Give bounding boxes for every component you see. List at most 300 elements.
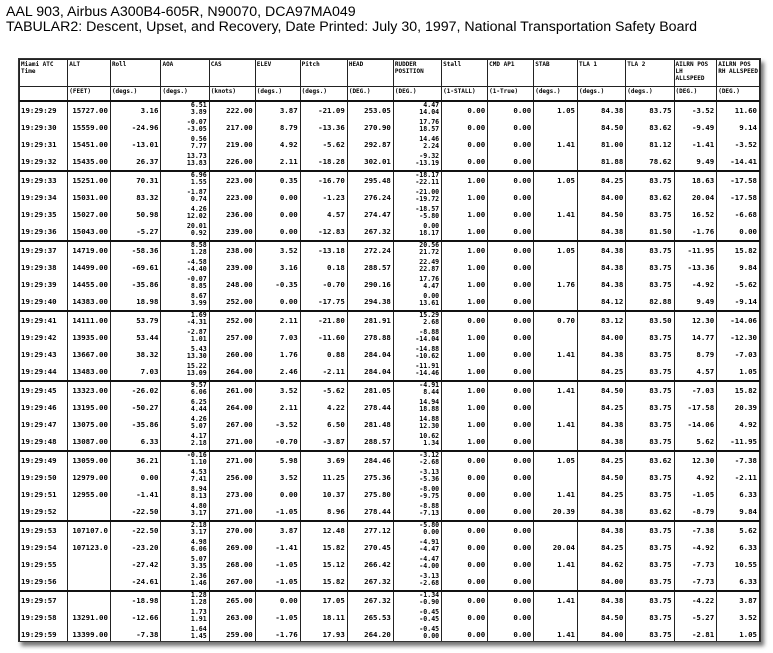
cell-stall: 1.00 — [442, 363, 488, 381]
cell-time: 19:29:39 — [20, 276, 68, 293]
cell-head: 266.42 — [347, 556, 393, 573]
cell-ailRH: -11.95 — [717, 433, 760, 451]
cell-pitch: 11.25 — [300, 469, 347, 486]
cell-rudder: 10.62 1.34 — [393, 433, 441, 451]
cell-pitch: 8.96 — [300, 503, 347, 521]
cell-stab: 1.41 — [534, 136, 578, 153]
table-row — [20, 206, 760, 223]
cell-alt: 14111.00 — [68, 311, 111, 329]
cell-cas: 267.00 — [209, 573, 255, 591]
cell-aoa: 4.80 3.17 — [161, 503, 209, 521]
cell-cas: 223.00 — [209, 189, 255, 206]
column-name-row — [20, 60, 760, 87]
cell-time: 19:29:55 — [20, 556, 68, 573]
cell-ap1: 0.00 — [488, 591, 534, 609]
cell-cas: 222.00 — [209, 101, 255, 119]
cell-tla2: 78.62 — [626, 153, 674, 171]
cell-head: 281.91 — [347, 311, 393, 329]
cell-time: 19:29:35 — [20, 206, 68, 223]
cell-tla2: 83.75 — [626, 101, 674, 119]
cell-ap1: 0.00 — [488, 363, 534, 381]
cell-roll: 26.37 — [110, 153, 161, 171]
cell-aoa: 2.18 3.17 — [161, 521, 209, 539]
cell-cas: 268.00 — [209, 556, 255, 573]
cell-rudder: 0.00 13.61 — [393, 293, 441, 311]
document-subtitle: TABULAR2: Descent, Upset, and Recovery, Date Printed: July 30, 1997, National Transportation Safety Board — [6, 19, 698, 35]
cell-roll: -23.20 — [110, 539, 161, 556]
cell-ailLH: -9.49 — [674, 119, 717, 136]
cell-rudder: 20.56 21.72 — [393, 241, 441, 259]
cell-head: 288.57 — [347, 259, 393, 276]
cell-ap1: 0.00 — [488, 311, 534, 329]
cell-tla1: 84.38 — [577, 433, 625, 451]
cell-roll: 6.33 — [110, 433, 161, 451]
cell-time: 19:29:30 — [20, 119, 68, 136]
cell-alt — [68, 591, 111, 609]
cell-rudder: -1.34 -0.90 — [393, 591, 441, 609]
cell-roll: -1.41 — [110, 486, 161, 503]
cell-alt: 13059.00 — [68, 451, 111, 469]
cell-head: 275.36 — [347, 469, 393, 486]
cell-ap1: 0.00 — [488, 521, 534, 539]
cell-ailLH: -7.73 — [674, 556, 717, 573]
cell-aoa: -0.07 8.85 — [161, 276, 209, 293]
cell-cas: 226.00 — [209, 153, 255, 171]
cell-tla1: 84.38 — [577, 223, 625, 241]
cell-pitch: -3.87 — [300, 433, 347, 451]
cell-alt: 14383.00 — [68, 293, 111, 311]
cell-aoa: 1.28 1.28 — [161, 591, 209, 609]
cell-elev: 4.92 — [255, 136, 300, 153]
column-unit: (DEG.) — [347, 87, 393, 102]
cell-rudder: 14.94 18.88 — [393, 399, 441, 416]
cell-alt: 12955.00 — [68, 486, 111, 503]
cell-ailLH: -1.41 — [674, 136, 717, 153]
cell-head: 276.24 — [347, 189, 393, 206]
cell-elev: 0.00 — [255, 293, 300, 311]
cell-tla2: 83.75 — [626, 626, 674, 642]
cell-tla1: 84.00 — [577, 573, 625, 591]
cell-ap1: 0.00 — [488, 556, 534, 573]
cell-alt: 15451.00 — [68, 136, 111, 153]
cell-rudder: -3.12 -2.68 — [393, 451, 441, 469]
table-row — [20, 241, 760, 259]
cell-pitch: 15.12 — [300, 556, 347, 573]
cell-head: 253.05 — [347, 101, 393, 119]
cell-cas: 259.00 — [209, 626, 255, 642]
cell-aoa: 8.58 1.28 — [161, 241, 209, 259]
cell-ailLH: 20.04 — [674, 189, 717, 206]
cell-stab: 1.05 — [534, 451, 578, 469]
cell-ap1: 0.00 — [488, 206, 534, 223]
cell-stall: 1.00 — [442, 381, 488, 399]
cell-head: 288.57 — [347, 433, 393, 451]
cell-stall: 0.00 — [442, 573, 488, 591]
cell-tla1: 84.25 — [577, 171, 625, 189]
cell-head: 278.88 — [347, 329, 393, 346]
cell-tla2: 83.75 — [626, 469, 674, 486]
cell-alt — [68, 573, 111, 591]
cell-stall: 1.00 — [442, 241, 488, 259]
cell-cas: 265.00 — [209, 591, 255, 609]
column-header: ALT — [68, 60, 111, 87]
cell-tla1: 84.62 — [577, 556, 625, 573]
cell-stall: 0.00 — [442, 521, 488, 539]
cell-elev: 0.35 — [255, 171, 300, 189]
cell-ailLH: 4.92 — [674, 469, 717, 486]
cell-stab: 1.41 — [534, 626, 578, 642]
cell-stab — [534, 223, 578, 241]
cell-time: 19:29:34 — [20, 189, 68, 206]
cell-ailRH: 15.82 — [717, 381, 760, 399]
cell-ailLH: -7.03 — [674, 381, 717, 399]
cell-ailRH: -7.03 — [717, 346, 760, 363]
cell-cas: 248.00 — [209, 276, 255, 293]
table-row — [20, 556, 760, 573]
cell-aoa: 8.94 8.13 — [161, 486, 209, 503]
cell-ap1: 0.00 — [488, 223, 534, 241]
table-row — [20, 293, 760, 311]
table-body — [20, 101, 760, 642]
cell-elev: 7.03 — [255, 329, 300, 346]
table-row — [20, 503, 760, 521]
cell-roll: 0.00 — [110, 469, 161, 486]
cell-ailLH: 12.30 — [674, 311, 717, 329]
cell-stall: 1.00 — [442, 399, 488, 416]
cell-pitch: 10.37 — [300, 486, 347, 503]
cell-rudder: -9.32 -13.19 — [393, 153, 441, 171]
cell-pitch: -13.18 — [300, 241, 347, 259]
table-row — [20, 223, 760, 241]
cell-elev: 0.00 — [255, 206, 300, 223]
cell-alt — [68, 503, 111, 521]
cell-ailRH: -14.06 — [717, 311, 760, 329]
cell-time: 19:29:46 — [20, 399, 68, 416]
cell-roll: -69.61 — [110, 259, 161, 276]
cell-tla1: 84.50 — [577, 206, 625, 223]
cell-alt: 14455.00 — [68, 276, 111, 293]
cell-tla1: 84.38 — [577, 521, 625, 539]
table-row — [20, 171, 760, 189]
cell-aoa: -0.07 -3.05 — [161, 119, 209, 136]
cell-head: 284.46 — [347, 451, 393, 469]
cell-stab — [534, 259, 578, 276]
cell-time: 19:29:31 — [20, 136, 68, 153]
column-unit: (degs.) — [300, 87, 347, 102]
cell-pitch: 18.11 — [300, 609, 347, 626]
cell-head: 270.45 — [347, 539, 393, 556]
cell-tla2: 83.75 — [626, 259, 674, 276]
cell-pitch: -16.70 — [300, 171, 347, 189]
cell-tla2: 83.75 — [626, 556, 674, 573]
column-header: Roll — [110, 60, 161, 87]
cell-ailRH: -12.30 — [717, 329, 760, 346]
cell-stab: 1.41 — [534, 416, 578, 433]
cell-ailLH: -1.05 — [674, 486, 717, 503]
cell-tla2: 83.75 — [626, 573, 674, 591]
cell-time: 19:29:42 — [20, 329, 68, 346]
cell-pitch: 4.57 — [300, 206, 347, 223]
cell-tla1: 84.38 — [577, 591, 625, 609]
cell-cas: 260.00 — [209, 346, 255, 363]
column-header: Stall — [442, 60, 488, 87]
table-row — [20, 573, 760, 591]
column-unit: (DEG.) — [674, 87, 717, 102]
cell-elev: 5.98 — [255, 451, 300, 469]
cell-elev: 0.00 — [255, 486, 300, 503]
cell-tla1: 84.25 — [577, 451, 625, 469]
cell-elev: 0.00 — [255, 189, 300, 206]
cell-tla1: 81.88 — [577, 153, 625, 171]
cell-stab: 1.05 — [534, 241, 578, 259]
cell-alt: 15031.00 — [68, 189, 111, 206]
cell-tla1: 83.12 — [577, 311, 625, 329]
cell-ailRH: 1.05 — [717, 626, 760, 642]
cell-stall: 0.00 — [442, 136, 488, 153]
column-header: Pitch — [300, 60, 347, 87]
cell-alt: 13323.00 — [68, 381, 111, 399]
cell-tla1: 84.00 — [577, 329, 625, 346]
cell-ap1: 0.00 — [488, 609, 534, 626]
cell-roll: 36.21 — [110, 451, 161, 469]
cell-time: 19:29:45 — [20, 381, 68, 399]
cell-roll: -5.27 — [110, 223, 161, 241]
cell-head: 275.80 — [347, 486, 393, 503]
cell-aoa: 1.64 1.45 — [161, 626, 209, 642]
cell-ailRH: 5.62 — [717, 521, 760, 539]
cell-ap1: 0.00 — [488, 293, 534, 311]
cell-alt: 13291.00 — [68, 609, 111, 626]
column-unit: (degs.) — [255, 87, 300, 102]
table-row — [20, 539, 760, 556]
cell-tla2: 83.75 — [626, 416, 674, 433]
cell-tla1: 81.00 — [577, 136, 625, 153]
cell-stab: 0.70 — [534, 311, 578, 329]
table-row — [20, 469, 760, 486]
document-title: AAL 903, Airbus A300B4-605R, N90070, DCA97MA049 — [6, 4, 356, 20]
cell-rudder: 0.00 18.17 — [393, 223, 441, 241]
cell-time: 19:29:56 — [20, 573, 68, 591]
cell-aoa: 13.73 13.83 — [161, 153, 209, 171]
cell-ailRH: 9.84 — [717, 259, 760, 276]
column-unit: (FEET) — [68, 87, 111, 102]
cell-ailRH: 1.05 — [717, 363, 760, 381]
cell-rudder: -14.88 -10.62 — [393, 346, 441, 363]
cell-roll: -13.01 — [110, 136, 161, 153]
cell-rudder: -8.00 -9.75 — [393, 486, 441, 503]
cell-tla2: 83.75 — [626, 329, 674, 346]
cell-alt: 14499.00 — [68, 259, 111, 276]
cell-ailLH: -11.95 — [674, 241, 717, 259]
cell-aoa: 4.26 5.07 — [161, 416, 209, 433]
cell-pitch: -2.11 — [300, 363, 347, 381]
column-unit: (degs.) — [534, 87, 578, 102]
cell-roll: -50.27 — [110, 399, 161, 416]
cell-elev: 3.52 — [255, 381, 300, 399]
cell-tla2: 81.12 — [626, 136, 674, 153]
cell-tla1: 84.25 — [577, 539, 625, 556]
cell-ailLH: -4.92 — [674, 276, 717, 293]
column-header: AILRN POS RH ALLSPEED — [717, 60, 760, 87]
table-row — [20, 626, 760, 642]
cell-aoa: -2.87 1.01 — [161, 329, 209, 346]
cell-alt: 14719.00 — [68, 241, 111, 259]
cell-pitch: 15.82 — [300, 573, 347, 591]
cell-alt: 13087.00 — [68, 433, 111, 451]
cell-cas: 223.00 — [209, 171, 255, 189]
cell-ailRH: 6.33 — [717, 486, 760, 503]
cell-ailRH: 9.84 — [717, 503, 760, 521]
cell-rudder: -0.45 0.00 — [393, 626, 441, 642]
cell-alt: 15251.00 — [68, 171, 111, 189]
cell-aoa: 6.51 3.89 — [161, 101, 209, 119]
cell-ailLH: 8.79 — [674, 346, 717, 363]
table-row — [20, 609, 760, 626]
cell-ap1: 0.00 — [488, 381, 534, 399]
table-row — [20, 399, 760, 416]
cell-elev: -1.76 — [255, 626, 300, 642]
cell-stall: 1.00 — [442, 329, 488, 346]
cell-tla1: 84.38 — [577, 503, 625, 521]
cell-ap1: 0.00 — [488, 626, 534, 642]
cell-pitch: -5.62 — [300, 136, 347, 153]
cell-tla2: 83.62 — [626, 189, 674, 206]
cell-ailRH: 4.92 — [717, 416, 760, 433]
column-header: HEAD — [347, 60, 393, 87]
cell-elev: -1.41 — [255, 539, 300, 556]
cell-ailLH: 18.63 — [674, 171, 717, 189]
cell-ailLH: 14.77 — [674, 329, 717, 346]
cell-cas: 263.00 — [209, 609, 255, 626]
cell-stab: 1.41 — [534, 556, 578, 573]
cell-tla2: 82.88 — [626, 293, 674, 311]
cell-stab — [534, 521, 578, 539]
cell-pitch: 12.48 — [300, 521, 347, 539]
column-unit: (degs.) — [626, 87, 674, 102]
cell-aoa: 4.26 12.02 — [161, 206, 209, 223]
cell-rudder: 14.46 2.24 — [393, 136, 441, 153]
cell-elev: -1.05 — [255, 556, 300, 573]
cell-cas: 236.00 — [209, 206, 255, 223]
cell-tla1: 84.00 — [577, 626, 625, 642]
cell-rudder: -3.13 -2.68 — [393, 573, 441, 591]
cell-elev: 0.00 — [255, 223, 300, 241]
cell-stall: 0.00 — [442, 469, 488, 486]
cell-rudder: -18.17 -22.11 — [393, 171, 441, 189]
cell-ap1: 0.00 — [488, 346, 534, 363]
cell-ap1: 0.00 — [488, 259, 534, 276]
table-row — [20, 433, 760, 451]
cell-time: 19:29:48 — [20, 433, 68, 451]
cell-alt: 13483.00 — [68, 363, 111, 381]
cell-ap1: 0.00 — [488, 416, 534, 433]
cell-head: 267.32 — [347, 573, 393, 591]
cell-pitch: -18.28 — [300, 153, 347, 171]
cell-ap1: 0.00 — [488, 189, 534, 206]
cell-cas: 271.00 — [209, 433, 255, 451]
cell-ap1: 0.00 — [488, 433, 534, 451]
column-header: STAB — [534, 60, 578, 87]
cell-ap1: 0.00 — [488, 573, 534, 591]
cell-alt: 13667.00 — [68, 346, 111, 363]
cell-elev: 2.11 — [255, 311, 300, 329]
cell-pitch: 17.93 — [300, 626, 347, 642]
cell-cas: 267.00 — [209, 416, 255, 433]
cell-roll: 50.98 — [110, 206, 161, 223]
cell-pitch: 17.05 — [300, 591, 347, 609]
cell-stab — [534, 119, 578, 136]
cell-tla1: 84.25 — [577, 363, 625, 381]
cell-stall: 1.00 — [442, 416, 488, 433]
cell-ailRH: 15.82 — [717, 241, 760, 259]
cell-rudder: -11.91 -14.46 — [393, 363, 441, 381]
cell-elev: 8.79 — [255, 119, 300, 136]
cell-time: 19:29:41 — [20, 311, 68, 329]
cell-roll: 18.98 — [110, 293, 161, 311]
cell-tla1: 84.38 — [577, 346, 625, 363]
cell-tla2: 83.75 — [626, 363, 674, 381]
cell-rudder: 17.76 4.47 — [393, 276, 441, 293]
cell-tla2: 83.50 — [626, 311, 674, 329]
cell-rudder: -8.88 -7.13 — [393, 503, 441, 521]
cell-tla2: 83.75 — [626, 539, 674, 556]
cell-roll: 53.44 — [110, 329, 161, 346]
cell-stall: 0.00 — [442, 451, 488, 469]
cell-aoa: 5.07 3.35 — [161, 556, 209, 573]
cell-aoa: -4.58 -4.40 — [161, 259, 209, 276]
cell-elev: 2.11 — [255, 153, 300, 171]
cell-ailRH: 0.00 — [717, 223, 760, 241]
cell-pitch: -21.09 — [300, 101, 347, 119]
cell-ailRH: 6.33 — [717, 539, 760, 556]
cell-stab — [534, 153, 578, 171]
cell-ailRH: 3.87 — [717, 591, 760, 609]
cell-tla2: 81.50 — [626, 223, 674, 241]
cell-stall: 0.00 — [442, 609, 488, 626]
cell-stab — [534, 363, 578, 381]
cell-elev: 3.87 — [255, 521, 300, 539]
cell-alt: 13399.00 — [68, 626, 111, 642]
cell-cas: 257.00 — [209, 329, 255, 346]
cell-alt: 12979.00 — [68, 469, 111, 486]
cell-stab: 1.41 — [534, 346, 578, 363]
cell-time: 19:29:33 — [20, 171, 68, 189]
cell-cas: 252.00 — [209, 293, 255, 311]
cell-cas: 217.00 — [209, 119, 255, 136]
cell-head: 302.01 — [347, 153, 393, 171]
cell-roll: -35.86 — [110, 276, 161, 293]
cell-pitch: -0.70 — [300, 276, 347, 293]
cell-roll: 83.32 — [110, 189, 161, 206]
table-row — [20, 276, 760, 293]
cell-roll: -12.66 — [110, 609, 161, 626]
cell-ailLH: -7.38 — [674, 521, 717, 539]
table-row — [20, 136, 760, 153]
cell-ailRH: 11.60 — [717, 101, 760, 119]
cell-stall: 0.00 — [442, 539, 488, 556]
cell-cas: 273.00 — [209, 486, 255, 503]
cell-alt: 13075.00 — [68, 416, 111, 433]
cell-rudder: -3.13 -5.36 — [393, 469, 441, 486]
cell-elev: 3.87 — [255, 101, 300, 119]
cell-pitch: -5.62 — [300, 381, 347, 399]
cell-time: 19:29:29 — [20, 101, 68, 119]
cell-tla2: 83.75 — [626, 609, 674, 626]
cell-elev: -1.05 — [255, 609, 300, 626]
table-row — [20, 153, 760, 171]
cell-alt: 107107.0 — [68, 521, 111, 539]
cell-ailLH: -8.79 — [674, 503, 717, 521]
